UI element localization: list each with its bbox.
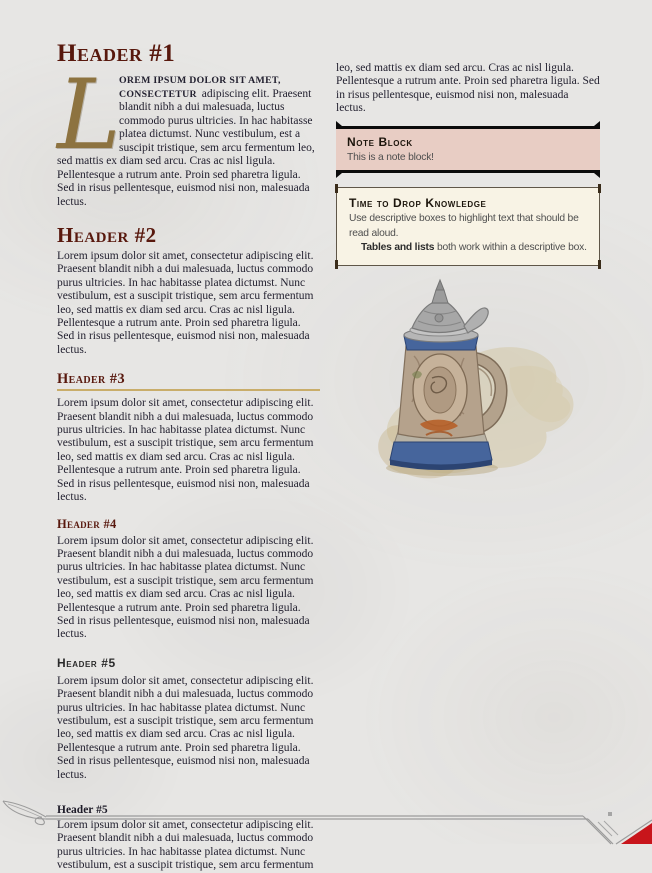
corner-dot-icon	[598, 260, 601, 269]
header-4: Header #4	[57, 516, 117, 531]
note-block-bottom-bar	[336, 170, 600, 173]
header-3: Header #3	[57, 371, 320, 391]
paragraph: Lorem ipsum dolor sit amet, consectetur adipiscing elit. Praesent blandit nibh a dui malesuada, luctus commodo purus ultricies. In hac habitasse platea dictumst. Nunc vestibulum, est a suscipit tristique, sem arcu fermentum leo, sed mattis ex diam sed arcu. Cras ac nisl ligula. Pellentesque a rutrum ante. Proin sed pharetra ligula. Sed in risus pellentesque, euismod nisi non, malesuada lectus.	[57, 534, 314, 641]
left-column	[57, 40, 320, 872]
beer-stein-image	[360, 278, 600, 488]
descriptive-box-line2-rest: both work within a descriptive box.	[434, 242, 587, 254]
header-5-sans: Header #5	[57, 655, 116, 670]
lead-paragraph-rest: adipiscing elit. Praesent blandit nibh a dui malesuada, luctus commodo purus ultricies. In hac habitasse platea dictumst. Nunc vestibulum, est a suscipit tristique, sem arcu fermentum leo, sed mattis ex diam sed arcu. Cras ac nisl ligula. Pellentesque a rutrum ante. Proin sed pharetra ligula. Sed in risus pellentesque, euismod nisi non, malesuada lectus.	[57, 87, 315, 208]
note-block-top-bar	[336, 126, 600, 129]
note-block-body: This is a note block!	[347, 151, 434, 163]
footer-rule-image	[0, 795, 652, 844]
beer-stein-illustration	[360, 278, 600, 488]
red-corner-triangle-icon	[621, 823, 652, 844]
descriptive-box-title: Time to Drop Knowledge	[349, 196, 487, 211]
lead-paragraph	[57, 59, 320, 209]
footer-decoration	[0, 795, 652, 844]
paragraph: Lorem ipsum dolor sit amet, consectetur adipiscing elit. Praesent blandit nibh a dui malesuada, luctus commodo purus ultricies. In hac habitasse platea dictumst. Nunc vestibulum, est a suscipit tristique, sem arcu fermentum leo, sed mattis ex diam sed arcu. Cras ac nisl ligula. Pellentesque a rutrum ante. Proin sed pharetra ligula. Sed in risus pellentesque, euismod nisi non, malesuada lectus.	[57, 397, 314, 504]
dropcap-letter: L	[57, 59, 121, 171]
continuation-paragraph: leo, sed mattis ex diam sed arcu. Cras ac nisl ligula. Pellentesque a rutrum ante. Proin sed pharetra ligula. Sed in risus pellentesque, euismod nisi non, malesuada lectus.	[336, 62, 600, 115]
paragraph: Lorem ipsum dolor sit amet, consectetur adipiscing elit. Praesent blandit nibh a dui malesuada, luctus commodo purus ultricies. In hac habitasse platea dictumst. Nunc vestibulum, est a suscipit tristique, sem arcu fermentum leo, sed mattis ex diam sed arcu. Cras ac nisl ligula. Pellentesque a rutrum ante. Proin sed pharetra ligula. Sed in risus pellentesque, euismod nisi non, malesuada lectus.	[57, 674, 314, 781]
leaf-flourish-icon	[3, 801, 46, 825]
header-5-bold: Header #5	[57, 804, 108, 816]
paragraph-truncated: Lorem ipsum dolor sit amet, consectetur adipiscing elit. Praesent blandit nibh a dui malesuada, luctus commodo purus ultricies. In hac habitasse platea dictumst. Nunc vestibulum, est a suscipit tristique, sem arcu fermentum	[57, 819, 314, 872]
paragraph: Lorem ipsum dolor sit amet, consectetur adipiscing elit. Praesent blandit nibh a dui malesuada, luctus commodo purus ultricies. In hac habitasse platea dictumst. Nunc vestibulum, est a suscipit tristique, sem arcu fermentum leo, sed mattis ex diam sed arcu. Cras ac nisl ligula. Pellentesque a rutrum ante. Proin sed pharetra ligula. Sed in risus pellentesque, euismod nisi non, malesuada lectus.	[57, 250, 314, 356]
lead-smallcaps-line: OREM IPSUM DOLOR SIT AMET, CONSECTETUR	[119, 75, 281, 100]
descriptive-box-line2	[349, 241, 587, 256]
note-block-title: Note Block	[347, 134, 413, 149]
corner-dot-icon	[335, 184, 338, 193]
note-block	[336, 126, 600, 174]
descriptive-box	[336, 187, 600, 266]
corner-dot-icon	[598, 184, 601, 193]
descriptive-box-line1: Use descriptive boxes to highlight text that should be read aloud.	[349, 213, 579, 239]
header-1: Header #1	[57, 40, 176, 67]
header-2: Header #2	[57, 223, 157, 247]
corner-dot-icon	[335, 260, 338, 269]
descriptive-box-bold-lead: Tables and lists	[361, 242, 435, 254]
